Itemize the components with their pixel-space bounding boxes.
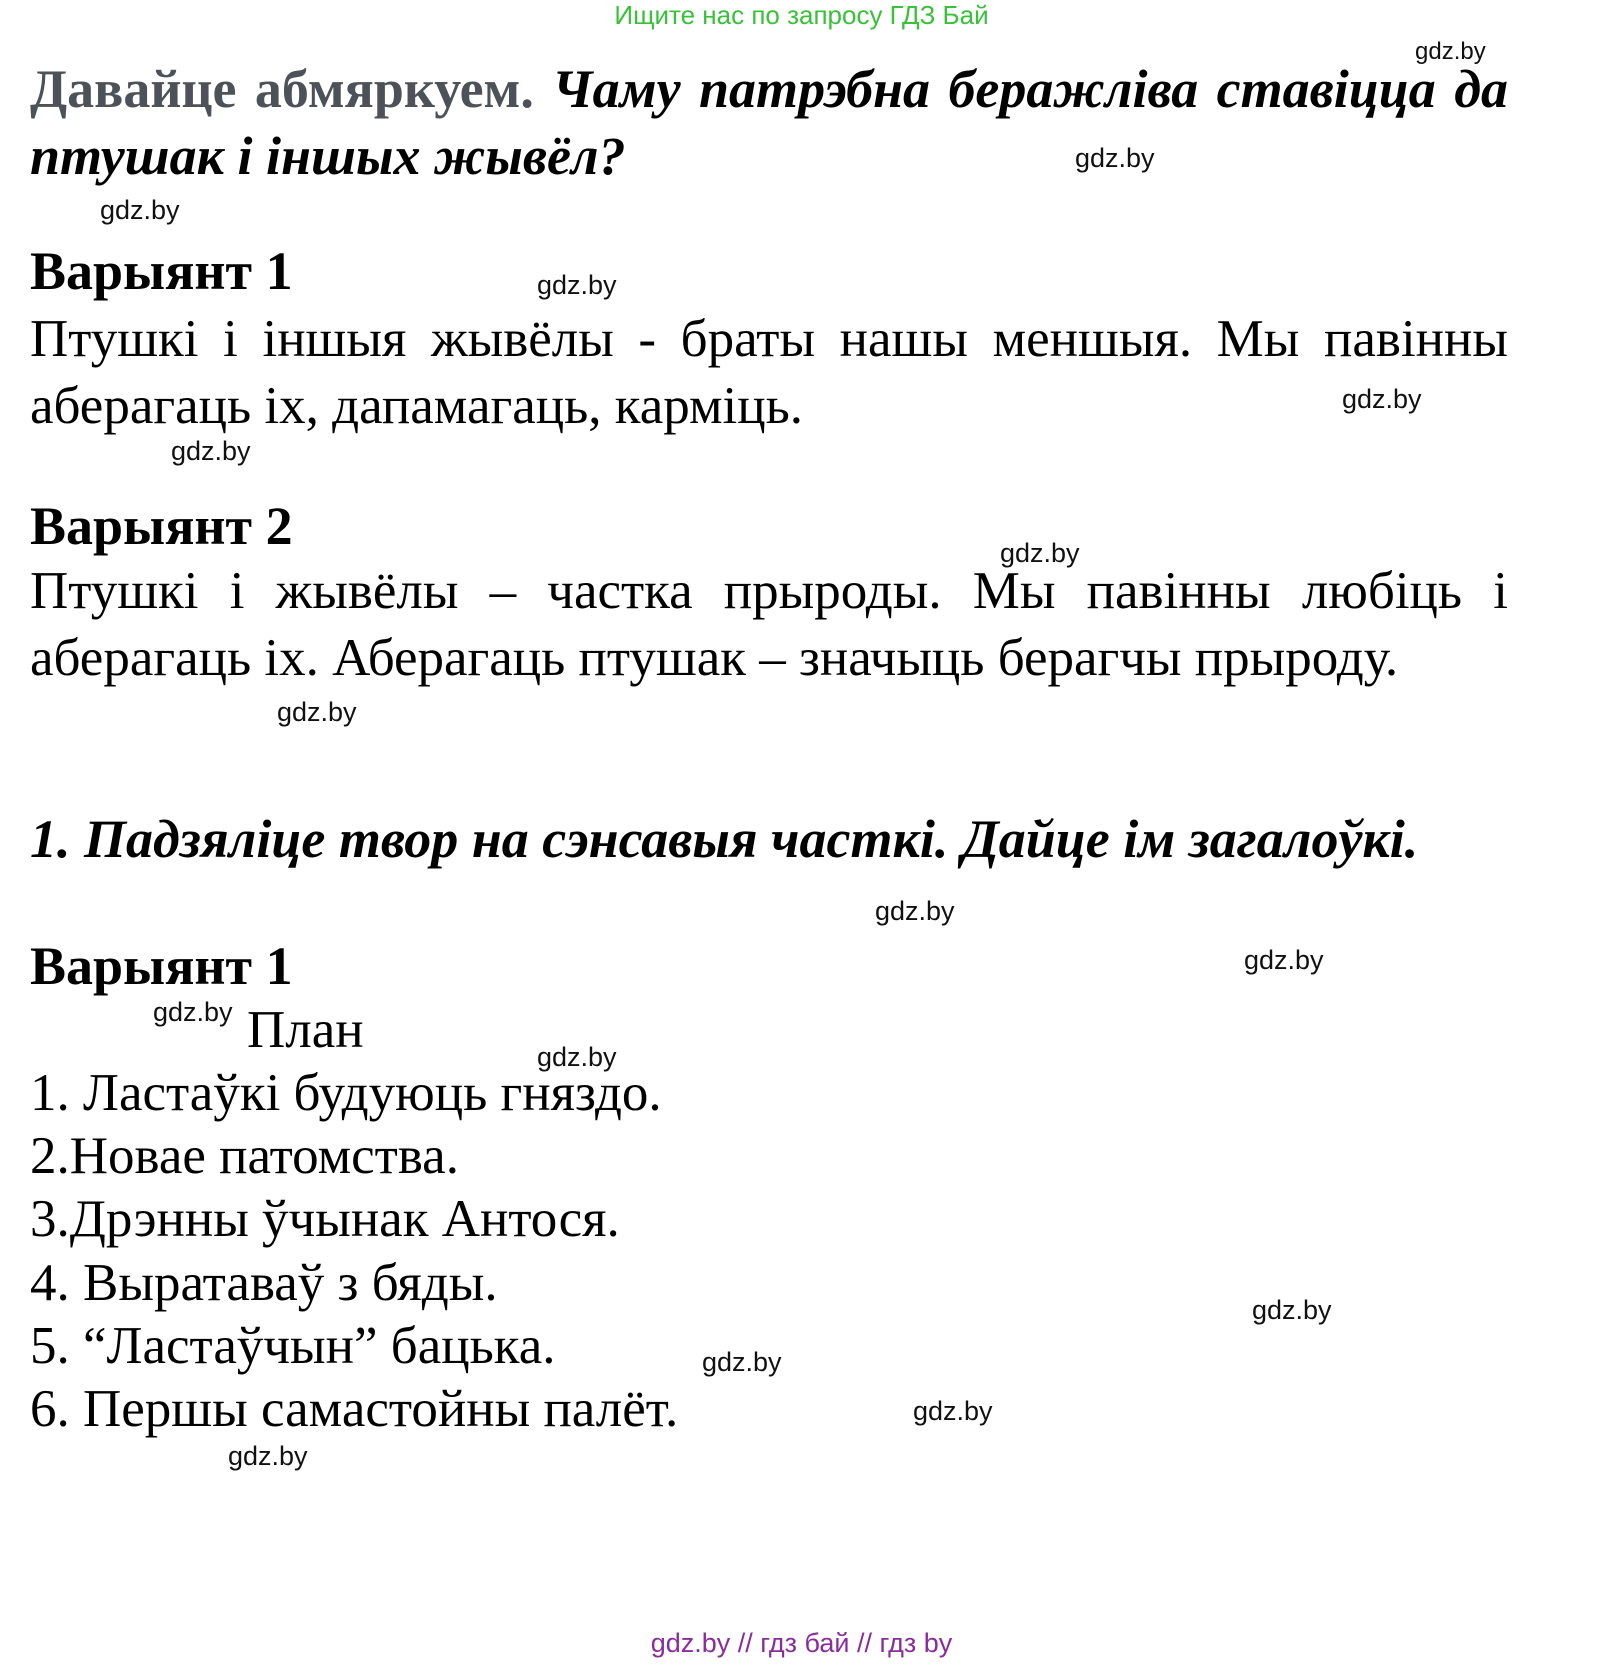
discussion-question: Чаму патрэбна беражліва ставіцца да птушак і іншых жывёл? — [30, 59, 1508, 186]
discussion-lead: Давайце абмяркуем. — [30, 59, 534, 119]
watermark: gdz.by — [1244, 945, 1324, 975]
plan-title: План — [247, 1001, 364, 1059]
discussion-heading — [30, 56, 1508, 190]
watermark: gdz.by — [1252, 1295, 1332, 1325]
watermark: gdz.by — [1000, 538, 1080, 568]
plan-variant-title: Варыянт 1 — [30, 936, 293, 996]
watermark: gdz.by — [100, 195, 180, 225]
search-hint-link[interactable]: Ищите нас по запросу ГДЗ Бай — [614, 0, 989, 30]
plan-item: 2.Новае патомства. — [30, 1127, 459, 1185]
plan-item: 6. Першы самастойны палёт. — [30, 1380, 679, 1438]
plan-item: 5. “Ластаўчын” бацька. — [30, 1317, 556, 1375]
watermark: gdz.by — [1342, 384, 1422, 414]
watermark: gdz.by — [537, 1042, 617, 1072]
watermark: gdz.by — [153, 997, 233, 1027]
watermark: gdz.by — [875, 896, 955, 926]
watermark: gdz.by — [228, 1441, 308, 1471]
watermark: gdz.by — [913, 1396, 993, 1426]
task-heading: 1. Падзяліце твор на сэнсавыя часткі. Дайце ім загалоўкі. — [30, 809, 1419, 869]
plan-item: 1. Ластаўкі будуюць гняздо. — [30, 1064, 662, 1122]
watermark: gdz.by — [1075, 143, 1155, 173]
plan-item: 4. Выратаваў з бяды. — [30, 1254, 498, 1312]
variant-2-title: Варыянт 2 — [30, 496, 293, 556]
variant-1-title: Варыянт 1 — [30, 241, 293, 301]
watermark: gdz.by — [702, 1347, 782, 1377]
watermark: gdz.by — [1415, 38, 1486, 65]
watermark: gdz.by — [537, 270, 617, 300]
variant-2-text: Птушкі і жывёлы – частка прыроды. Мы павінны любіць і аберагаць іх. Аберагаць птушак – значыць берагчы прыроду. — [30, 562, 1508, 687]
watermark: gdz.by — [171, 436, 251, 466]
footer-links[interactable]: gdz.by // гдз бай // гдз by — [650, 1628, 953, 1658]
plan-item: 3.Дрэнны ўчынак Антося. — [30, 1190, 620, 1248]
watermark: gdz.by — [277, 697, 357, 727]
variant-1-text: Птушкі і іншыя жывёлы - браты нашы меншыя. Мы павінны аберагаць іх, дапамагаць, карміць. — [30, 310, 1508, 435]
